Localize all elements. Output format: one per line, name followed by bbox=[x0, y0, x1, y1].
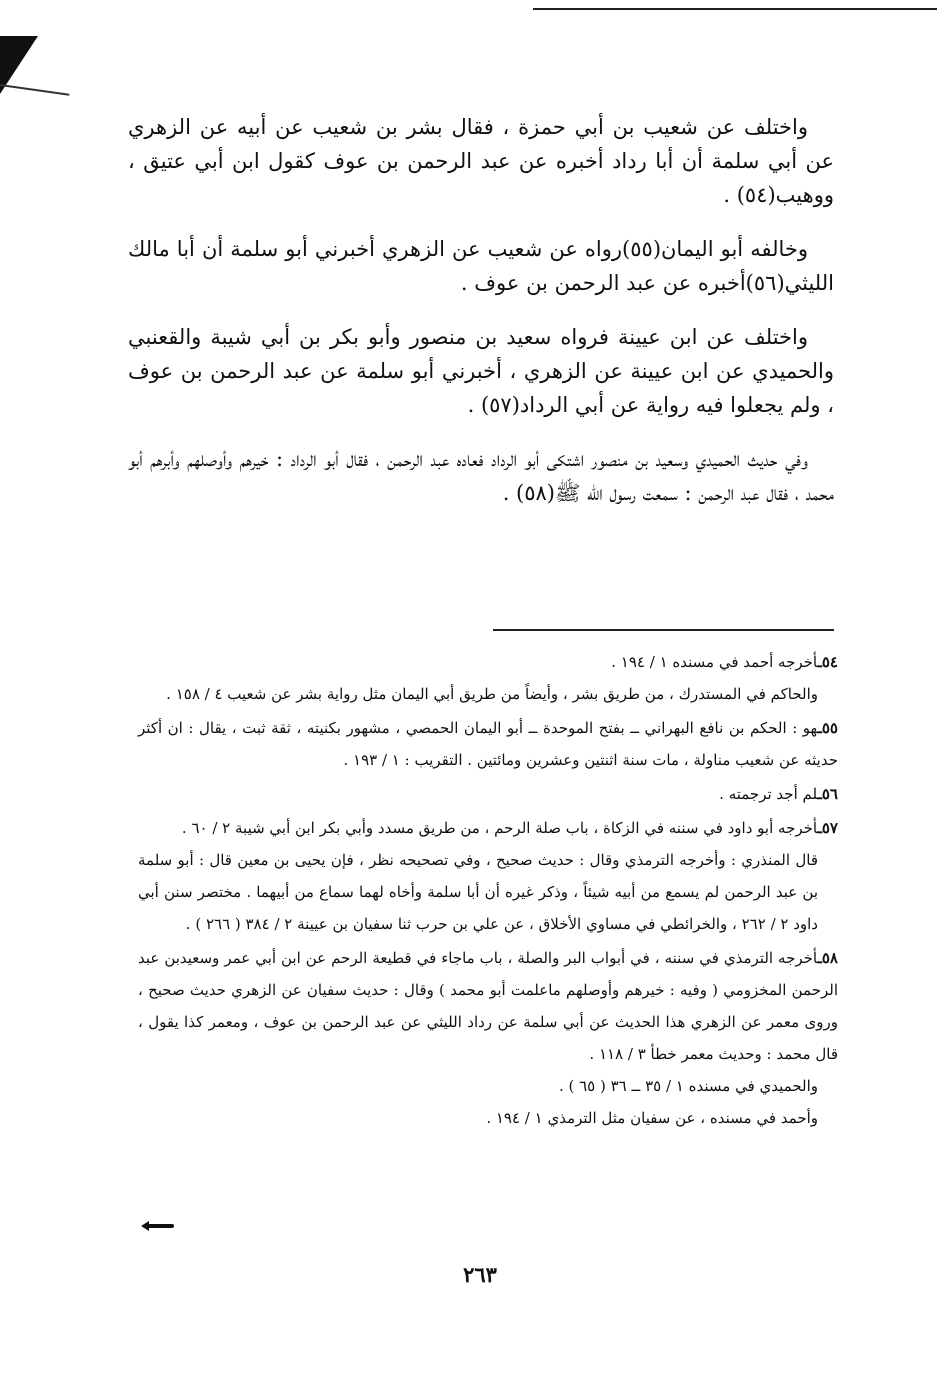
footnote-57 bbox=[138, 812, 838, 940]
paragraph: واختلف عن شعيب بن أبي حمزة ، فقال بشر بن شعيب عن أبيه عن الزهري عن أبي سلمة أن أبا رداد أخبره عن عبد الرحمن بن عوف كقول ابن أبي عتيق ، ووهيب(٥٤) . bbox=[128, 115, 834, 207]
continuation-arrow-icon bbox=[147, 1224, 174, 1228]
footnote-54 bbox=[138, 646, 838, 710]
paragraph: واختلف عن ابن عيينة فرواه سعيد بن منصور وأبو بكر بن أبي شيبة والقعنبي والحميدي عن ابن عيينة عن الزهري ، أخبرني أبو سلمة عن عبد الرحمن بن عوف ، ولم يجعلوا فيه رواية عن أبي الرداد(٥٧) . bbox=[128, 325, 834, 417]
footnotes bbox=[138, 646, 838, 1136]
paragraph: وخالفه أبو اليمان(٥٥)رواه عن شعيب عن الزهري أخبرني أبو سلمة أن أبا مالك الليثي(٥٦)أخبره عن عبد الرحمن بن عوف . bbox=[128, 237, 834, 295]
footnote-text: هو : الحكم بن نافع البهراني ــ بفتح الموحدة ــ أبو اليمان الحمصي ، مشهور بكنيته ، ثقة ثبت ، يقال : ان أكثر حديثه عن شعيب مناولة ، مات سنة اثنتين وعشرين ومائتين . التقريب : ١ / ١٩٣ . bbox=[138, 719, 838, 769]
footnote-number: ٥٦ـ bbox=[817, 785, 838, 803]
footnote-text: قال المنذري : وأخرجه الترمذي وقال : حديث صحيح ، وفي تصحيحه نظر ، فإن يحيى بن معين قال : أبو سلمة بن عبد الرحمن لم يسمع من أبيه شيئاً ، وذكر غيره أن أبا سلمة وأخاه لهما سماع من أبيهما . مختصر سنن أبي داود ٢ / ٢٦٢ ، والخرائطي في مساوي الأخلاق ، عن علي بن حرب ثنا سفيان بن عيينة ٢ / ٣٨٤ ( ٢٦٦ ) . bbox=[138, 851, 818, 933]
footnote-55 bbox=[138, 712, 838, 776]
footnote-text: أخرجه أحمد في مسنده ١ / ١٩٤ . bbox=[611, 653, 818, 671]
footnote-separator bbox=[493, 629, 834, 631]
page-number: ٢٦٣ bbox=[463, 1262, 497, 1287]
main-text bbox=[128, 110, 834, 530]
footnote-number: ٥٤ـ bbox=[817, 653, 838, 671]
footnote-number: ٥٥ـ bbox=[817, 719, 838, 737]
footnote-text: والحاكم في المستدرك ، من طريق بشر ، وأيضاً من طريق أبي اليمان مثل رواية بشر عن شعيب ٤ / ١٥٨ . bbox=[166, 685, 818, 703]
footnote-number: ٥٧ـ bbox=[817, 819, 838, 837]
top-rule bbox=[533, 8, 937, 10]
footnote-text: أخرجه الترمذي في سننه ، في أبواب البر والصلة ، باب ماجاء في قطيعة الرحم عن ابن أبي عمر وسعيدبن عبد الرحمن المخزومي ( وفيه : خيرهم وأوصلهم ماعلمت أبو محمد ) وقال : حديث سفيان عن الزهري حديث صحيح ، وروى معمر عن الزهري هذا الحديث عن أبي سلمة عن رداد الليثي عن عبد الرحمن بن عوف ، ومعمر كذا يقول ، قال محمد : وحديث معمر خطأ ٣ / ١١٨ . bbox=[138, 949, 838, 1063]
footnote-number: ٥٨ـ bbox=[817, 949, 838, 967]
footnote-56 bbox=[138, 778, 838, 810]
footnote-text: أخرجه أبو داود في سننه في الزكاة ، باب صلة الرحم ، من طريق مسدد وأبي بكر ابن أبي شيبة ٢ / ٦٠ . bbox=[181, 819, 818, 837]
footnote-text: وأحمد في مسنده ، عن سفيان مثل الترمذي ١ / ١٩٤ . bbox=[486, 1109, 818, 1127]
footnote-text: لم أجد ترجمته . bbox=[719, 785, 818, 803]
footnote-text: والحميدي في مسنده ١ / ٣٥ ــ ٣٦ ( ٦٥ ) . bbox=[558, 1077, 818, 1095]
paragraph: وفي حديث الحميدي وسعيد بن منصور اشتكى أبو الرداد فعاده عبد الرحمن ، فقال أبو الرداد : خيرهم وأوصلهم وأبرهم أبو محمد ، فقال عبد الرحمن : سمعت رسول الله ﷺ(٥٨) . bbox=[128, 447, 834, 505]
footnote-58 bbox=[138, 942, 838, 1134]
